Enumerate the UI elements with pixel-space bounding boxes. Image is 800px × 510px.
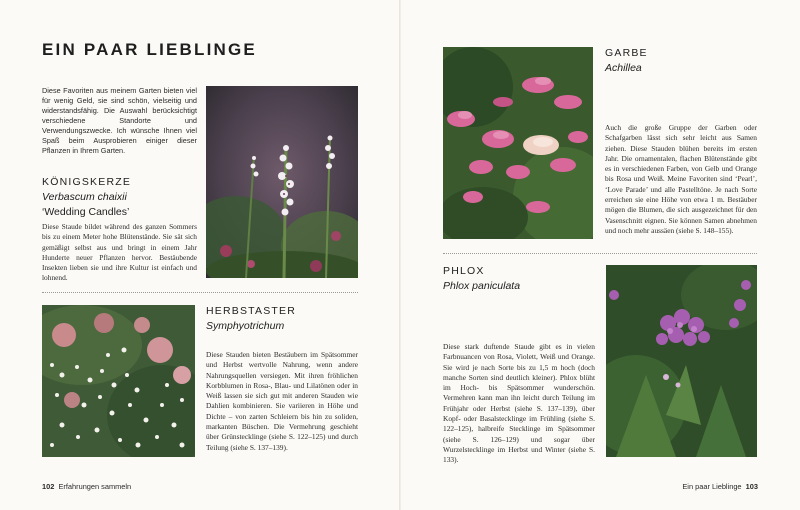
page-title: EIN PAAR LIEBLINGE <box>42 40 257 59</box>
koenigskerze-cultivar: ‘Wedding Candles’ <box>42 206 130 218</box>
garbe-latin: Achillea <box>605 62 642 74</box>
section-divider-right <box>443 253 757 254</box>
herbstaster-latin: Symphyotrichum <box>206 320 285 332</box>
left-page-number: 102 <box>42 482 55 491</box>
left-running-head: Erfahrungen sammeln <box>58 482 132 491</box>
right-page-number: 103 <box>745 482 758 491</box>
phlox-latin: Phlox paniculata <box>443 280 521 292</box>
garbe-heading: GARBE <box>605 47 648 59</box>
herbstaster-text: Diese Stauden bieten Bestäubern im Spätsommer und Herbst wertvolle Nahrung, wenn andere Nahrungsquellen versiegen. Mit ihren fröhlichen Korbblumen in Rosa-, Blau- und Lilatönen oder in Weiß lassen sie sich gut mit anderen Stauden wie Dahlien kombinieren. Sie variieren in Höhe und Dichte – von zarten Schleiern bis hin zu soliden, markanten Büschen. Die Vermehrung geschieht über Grünstecklinge (siehe S. 122–125) und durch Teilung (siehe S. 137–139). <box>206 350 358 452</box>
right-running-head: Ein paar Lieblinge <box>682 482 742 491</box>
phlox-text: Diese stark duftende Staude gibt es in vielen Farbnuancen von Rosa, Violett, Weiß und Orange. Sie wird je nach Sorte bis zu 1,5 m hoch (doch manche Sorten sind deutlich kleiner). Phlox blüht im Hoch- bis Spätsommer wunderschön. Vermehren kann man ihn leicht durch Teilung im Frühjahr oder Herbst (siehe S. 137–139), über Kopf- oder Basalstecklinge im Frühling (siehe S. 122–125), halbreife Stecklinge im Spätsommer (siehe S. 126–129) und sogar über Wurzelstecklinge im Herbst und Winter (siehe S. 133). <box>443 342 595 465</box>
koenigskerze-heading: KÖNIGSKERZE <box>42 176 132 188</box>
section-divider <box>42 292 358 293</box>
koenigskerze-latin: Verbascum chaixii <box>42 191 127 203</box>
footer-left <box>42 482 131 491</box>
herbstaster-heading: HERBSTASTER <box>206 305 297 317</box>
verbascum-photo <box>206 86 358 278</box>
achillea-photo <box>443 47 593 239</box>
footer-right <box>682 482 758 491</box>
garbe-text: Auch die große Gruppe der Garben oder Schafgarben lässt sich sehr leicht aus Samen ziehen. Diese Stauden blühen bereits im ersten Jahr. Die ornamentalen, flachen Blütenstände gibt es in verschiedenen Farben, von Gelb und Orange bis Rosa und Weiß. Meine Favoriten sind ‘Pearl’, ‘Love Parade’ und alle Pastelltöne. Je nach Sorte erreichen sie eine Höhe von etwa 1 m. Bestäuber mögen die Blumen, die sich ausgezeichnet für den Vasenschnitt eignen. Sie können Samen abnehmen und noch mehr aussäen (siehe S. 148–155). <box>605 123 757 235</box>
phlox-heading: PHLOX <box>443 265 485 277</box>
intro-text: Diese Favoriten aus meinem Garten bieten viel für wenig Geld, sie sind schön, vielseitig und widerstandsfähig. Die Auswahl berücksichtigt verschiedene Standorte und Verwendungszwecke. Ich wünsche Ihnen viel Spaß beim Ausprobieren einiger dieser Pflanzen in Ihrem Garten. <box>42 86 197 155</box>
aster-photo <box>42 305 195 457</box>
phlox-photo <box>606 265 757 457</box>
koenigskerze-text: Diese Staude bildet während des ganzen Sommers bis zu einem Meter hohe Blütenstände. Sie sät sich gemäßigt selbst aus und bringt in einem Jahr Hunderte neuer Pflanzen hervor. Bestäubende Insekten lieben sie und ihre Kultur ist einfach und lohnend. <box>42 222 197 283</box>
page-gutter <box>399 0 401 510</box>
